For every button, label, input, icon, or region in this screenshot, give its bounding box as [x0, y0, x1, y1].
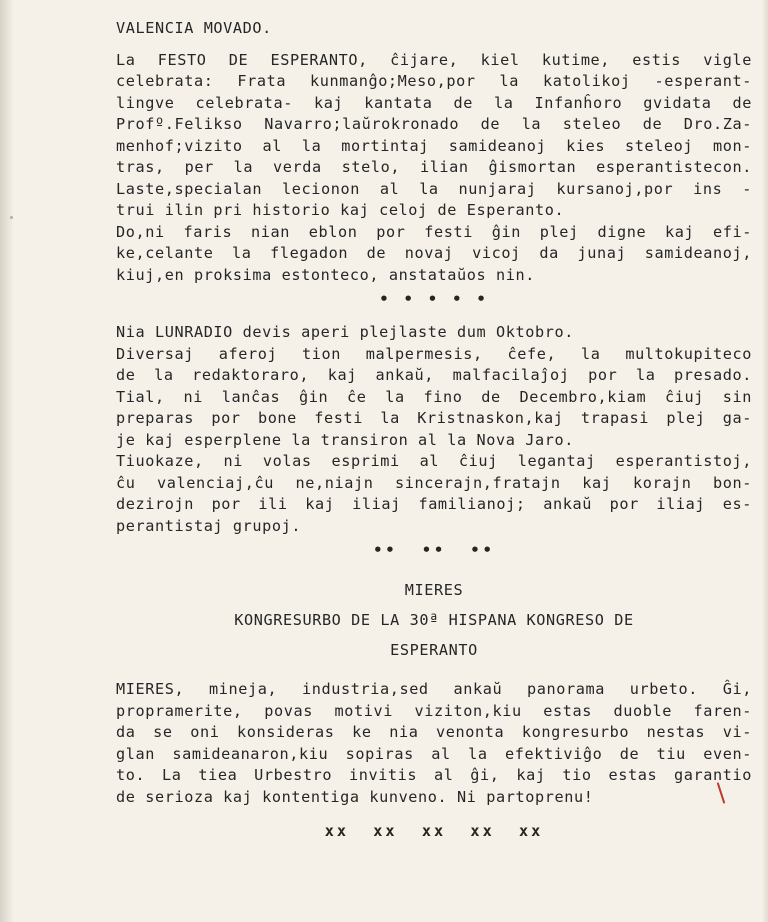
section-subheading: ESPERANTO	[390, 641, 478, 659]
text-line: glan samideanaron,kiu sopiras al la efektiviĝo de tiu even-	[116, 744, 752, 763]
text-line: Nia LUNRADIO devis aperi plejlaste dum Oktobro.	[116, 323, 574, 341]
paragraph	[116, 451, 752, 537]
section-title: VALENCIA MOVADO.	[116, 19, 272, 37]
text-line: trui ilin pri historio kaj celoj de Esperanto.	[116, 201, 565, 219]
paragraph	[116, 344, 752, 387]
x-separator: xx xx xx xx xx	[324, 822, 544, 840]
dot-separator: • • • • •	[379, 290, 489, 308]
paper-speck	[10, 216, 13, 219]
text-line: de serioza kaj kontentiga kunveno. Ni partoprenu!	[116, 787, 594, 806]
text-line: tras, per la verda stelo, ilian ĝismortan esperantistecon.	[116, 158, 752, 176]
text-line: dezirojn por ili kaj iliaj familianoj; ankaŭ por iliaj es-	[116, 495, 752, 513]
text-line: ĉu valenciaj,ĉu ne,niajn sincerajn,fratajn kaj korajn bon-	[116, 473, 752, 492]
text-line: La FESTO DE ESPERANTO, ĉijare, kiel kutime, estis vigle	[116, 50, 752, 69]
text-line: ke,celante la flegadon de novaj vicoj da junaj samideanoj,	[116, 244, 752, 262]
text-line: Laste,specialan lecionon al la nunjaraj kursanoj,por ins -	[116, 179, 752, 198]
article-body	[116, 18, 752, 844]
text-line: to. La tiea Urbestro invitis al ĝi, kaj tio estas garantio	[116, 766, 752, 784]
text-line: Tiuokaze, ni volas esprimi al ĉiuj legantaj esperantistoj,	[116, 452, 752, 470]
text-line: je kaj esperplene la transiron al la Nova Jaro.	[116, 430, 574, 449]
text-line: celebrata: Frata kunmanĝo;Meso,por la katolikoj -esperant-	[116, 72, 752, 90]
paragraph	[116, 679, 752, 808]
paragraph	[116, 387, 752, 452]
text-line: kiuj,en proksima estonteco, anstataŭos nin.	[116, 265, 535, 284]
text-line: MIERES, mineja, industria,sed ankaŭ panorama urbeto. Ĝi,	[116, 680, 752, 698]
text-line: Profº.Felikso Navarro;laŭrokronado de la steleo de Dro.Za-	[116, 115, 752, 133]
text-line: propramerite, povas motivi viziton,kiu estas duoble faren-	[116, 701, 752, 720]
section-heading: MIERES	[404, 581, 464, 599]
text-line: da se oni konsideras ke nia venonta kongresurbo nestas vi-	[116, 723, 752, 741]
text-line: perantistaj grupoj.	[116, 516, 302, 535]
text-line: menhof;vizito al la mortintaj samideanoj kies steleoj mon-	[116, 136, 752, 155]
text-line: preparas por bone festi la Kristnaskon,kaj trapasi plej ga-	[116, 409, 752, 427]
paragraph	[116, 222, 752, 287]
text-line: Diversaj aferoj tion malpermesis, ĉefe, la multokupiteco	[116, 344, 752, 363]
text-line: lingve celebrata- kaj kantata de la Infanĥoro gvidata de	[116, 93, 752, 112]
paragraph	[116, 322, 752, 344]
text-line: de la redaktoraro, kaj ankaŭ, malfacilaĵoj por la presado.	[116, 366, 752, 384]
dot-separator: •• •• ••	[373, 541, 495, 559]
paragraph	[116, 50, 752, 222]
page-edge-shadow	[762, 0, 768, 922]
binding-shadow	[0, 0, 14, 922]
section-subheading: KONGRESURBO DE LA 30ª HISPANA KONGRESO DE	[234, 611, 634, 629]
text-line: Do,ni faris nian eblon por festi ĝin plej digne kaj efi-	[116, 222, 752, 241]
text-line: Tial, ni lanĉas ĝin ĉe la fino de Decembro,kiam ĉiuj sin	[116, 387, 752, 406]
